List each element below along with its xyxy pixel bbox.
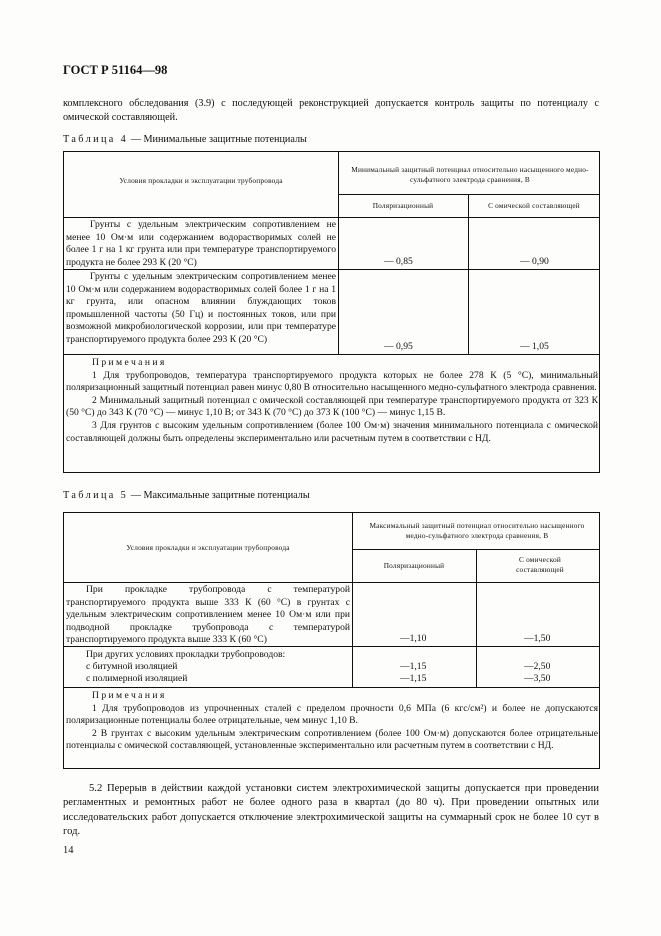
table5-notes-line bbox=[64, 687, 600, 688]
table4-row1-ohmic: — 0,90 bbox=[520, 256, 549, 267]
table5-note-1: 1 Для трубопроводов из упрочненных сталей с пределом прочности 0,6 МПа (6 кгс/см²) и более не допускаются поляризационные потенциалы более отрицательные, чем минус 1,10 В. bbox=[66, 702, 598, 727]
table5-row1-ohmic: —1,50 bbox=[524, 633, 551, 644]
table5-subcol-divider bbox=[476, 549, 477, 687]
table4-caption-prefix: Таблица 4 bbox=[63, 134, 129, 145]
table5-subheader-line bbox=[352, 549, 600, 550]
table5-header-line bbox=[64, 582, 600, 583]
page-number: 14 bbox=[63, 845, 74, 856]
table5-row1-polarization: —1,10 bbox=[400, 633, 427, 644]
table4-row1-polarization: — 0,85 bbox=[384, 256, 413, 267]
table4-note-2: 2 Минимальный защитный потенциал с омической составляющей при температуре транспортируемого продукта от 323 К (50 °С) до 343 К (70 °С) — минус 1,10 В; от 343 К (70 °С) до 373 К (100 °С) — минус 1,15 В. bbox=[66, 394, 598, 419]
table4-subheader-line bbox=[338, 194, 600, 195]
table5-row2-bitumen-label: с битумной изоляцией bbox=[86, 661, 178, 672]
table4-col-divider bbox=[338, 152, 339, 354]
table5-caption-prefix: Таблица 5 bbox=[63, 490, 129, 501]
table5-header-conditions: Условия прокладки и эксплуатации трубопровода bbox=[126, 543, 290, 552]
table4-notes-title: Примечания bbox=[92, 357, 167, 368]
document-header: ГОСТ Р 51164—98 bbox=[63, 63, 168, 77]
table4 bbox=[63, 151, 600, 473]
table5-row2-polymer-ohmic: —3,50 bbox=[524, 673, 551, 684]
table4-caption-title: — Минимальные защитные потенциалы bbox=[128, 134, 307, 145]
table4-row2-polarization: — 0,95 bbox=[384, 341, 413, 352]
table5-header-ohmic: С омической составляющей bbox=[516, 555, 564, 574]
intro-paragraph: комплексного обследования (3.9) с последующей реконструкцией допускается контроль защиты по потенциалу с омической составляющей. bbox=[63, 98, 599, 123]
table4-note-3: 3 Для грунтов с высоким удельным сопротивлением (более 100 Ом·м) значения минимального потенциала с омической составляющей должны быть определены экспериментально или расчетным путем в соответствии с НД. bbox=[66, 419, 598, 444]
table5-col-divider bbox=[352, 513, 353, 687]
table5-header-polarization: Поляризационный bbox=[383, 561, 445, 570]
table4-header-potential: Минимальный защитный потенциал относительно насыщенного медно-сульфатного электрода сравнения, В bbox=[351, 165, 589, 184]
table5-caption bbox=[63, 489, 310, 502]
table4-header-ohmic: С омической составляющей bbox=[488, 201, 580, 210]
table4-row2-ohmic: — 1,05 bbox=[520, 341, 549, 352]
table4-header-polarization: Поляризационный bbox=[372, 201, 434, 210]
table5-row2-condition: При других условиях прокладки трубопроводов: bbox=[86, 649, 286, 660]
section-5-2-paragraph: 5.2 Перерыв в действии каждой установки систем электрохимической защиты допускается при проведении регламентных и ремонтных работ не более одного раза в квартал (до 80 ч). При проведении опытных или исследовательских работ допускается отключение электрохимической защиты на суммарный срок не более 10 сут в год. bbox=[63, 783, 599, 838]
table5 bbox=[63, 512, 600, 769]
table4-row2-condition: Грунты с удельным электрическим сопротивлением менее 10 Ом·м или содержанием водорастворимых солей более 1 г на 1 кг грунта, или опасном влиянии блуждающих токов промышленной частоты (50 Гц) и постоянных токов, или при возможной микробиологической коррозии, или при температуре транспортируемого продукта более 293 К (20 °С) bbox=[66, 271, 336, 345]
table5-row2-polymer-polarization: —1,15 bbox=[400, 673, 427, 684]
table5-notes-title: Примечания bbox=[92, 690, 167, 701]
table5-row2-polymer-label: с полимерной изоляцией bbox=[86, 673, 188, 684]
table4-header-conditions: Условия прокладки и эксплуатации трубопровода bbox=[119, 176, 283, 185]
table4-row1-condition: Грунты с удельным электрическим сопротивлением не менее 10 Ом·м или содержанием водорастворимых солей не более 1 г на 1 кг грунта или при температуре транспортируемого продукта не более 293 К (20 °С) bbox=[66, 219, 336, 268]
table5-caption-title: — Максимальные защитные потенциалы bbox=[128, 490, 310, 501]
table4-header-line bbox=[64, 217, 600, 218]
table5-row2-bitumen-polarization: —1,15 bbox=[400, 661, 427, 672]
table4-note-1: 1 Для трубопроводов, температура транспортируемого продукта которых не более 278 К (5 °С), минимальный поляризационный защитный потенциал равен минус 0,80 В относительно насыщенного медно-сульфатного электрода сравнения. bbox=[66, 369, 598, 394]
table5-header-potential: Максимальный защитный потенциал относительно насыщенного медно-сульфатного электрода сравнения, В bbox=[369, 521, 585, 540]
table5-note-2: 2 В грунтах с высоким удельным электрическим сопротивлением (более 100 Ом·м) допускаются более отрицательные потенциалы с омической составляющей, установленные экспериментально или расчетным путем в соответствии с НД. bbox=[66, 727, 598, 752]
table5-row1-condition: При прокладке трубопровода с температурой транспортируемого продукта выше 333 К (60 °С) в грунтах с удельным электрическим сопротивлением менее 10 Ом·м или при подводной прокладке трубопровода с температурой транспортируемого продукта выше 333 К (60 °С) bbox=[66, 584, 350, 646]
table4-caption bbox=[63, 133, 307, 146]
table5-notes bbox=[66, 690, 598, 753]
table5-row2-bitumen-ohmic: —2,50 bbox=[524, 661, 551, 672]
table4-notes-line bbox=[64, 354, 600, 355]
table4-subcol-divider bbox=[468, 194, 469, 354]
table4-notes bbox=[66, 357, 598, 445]
